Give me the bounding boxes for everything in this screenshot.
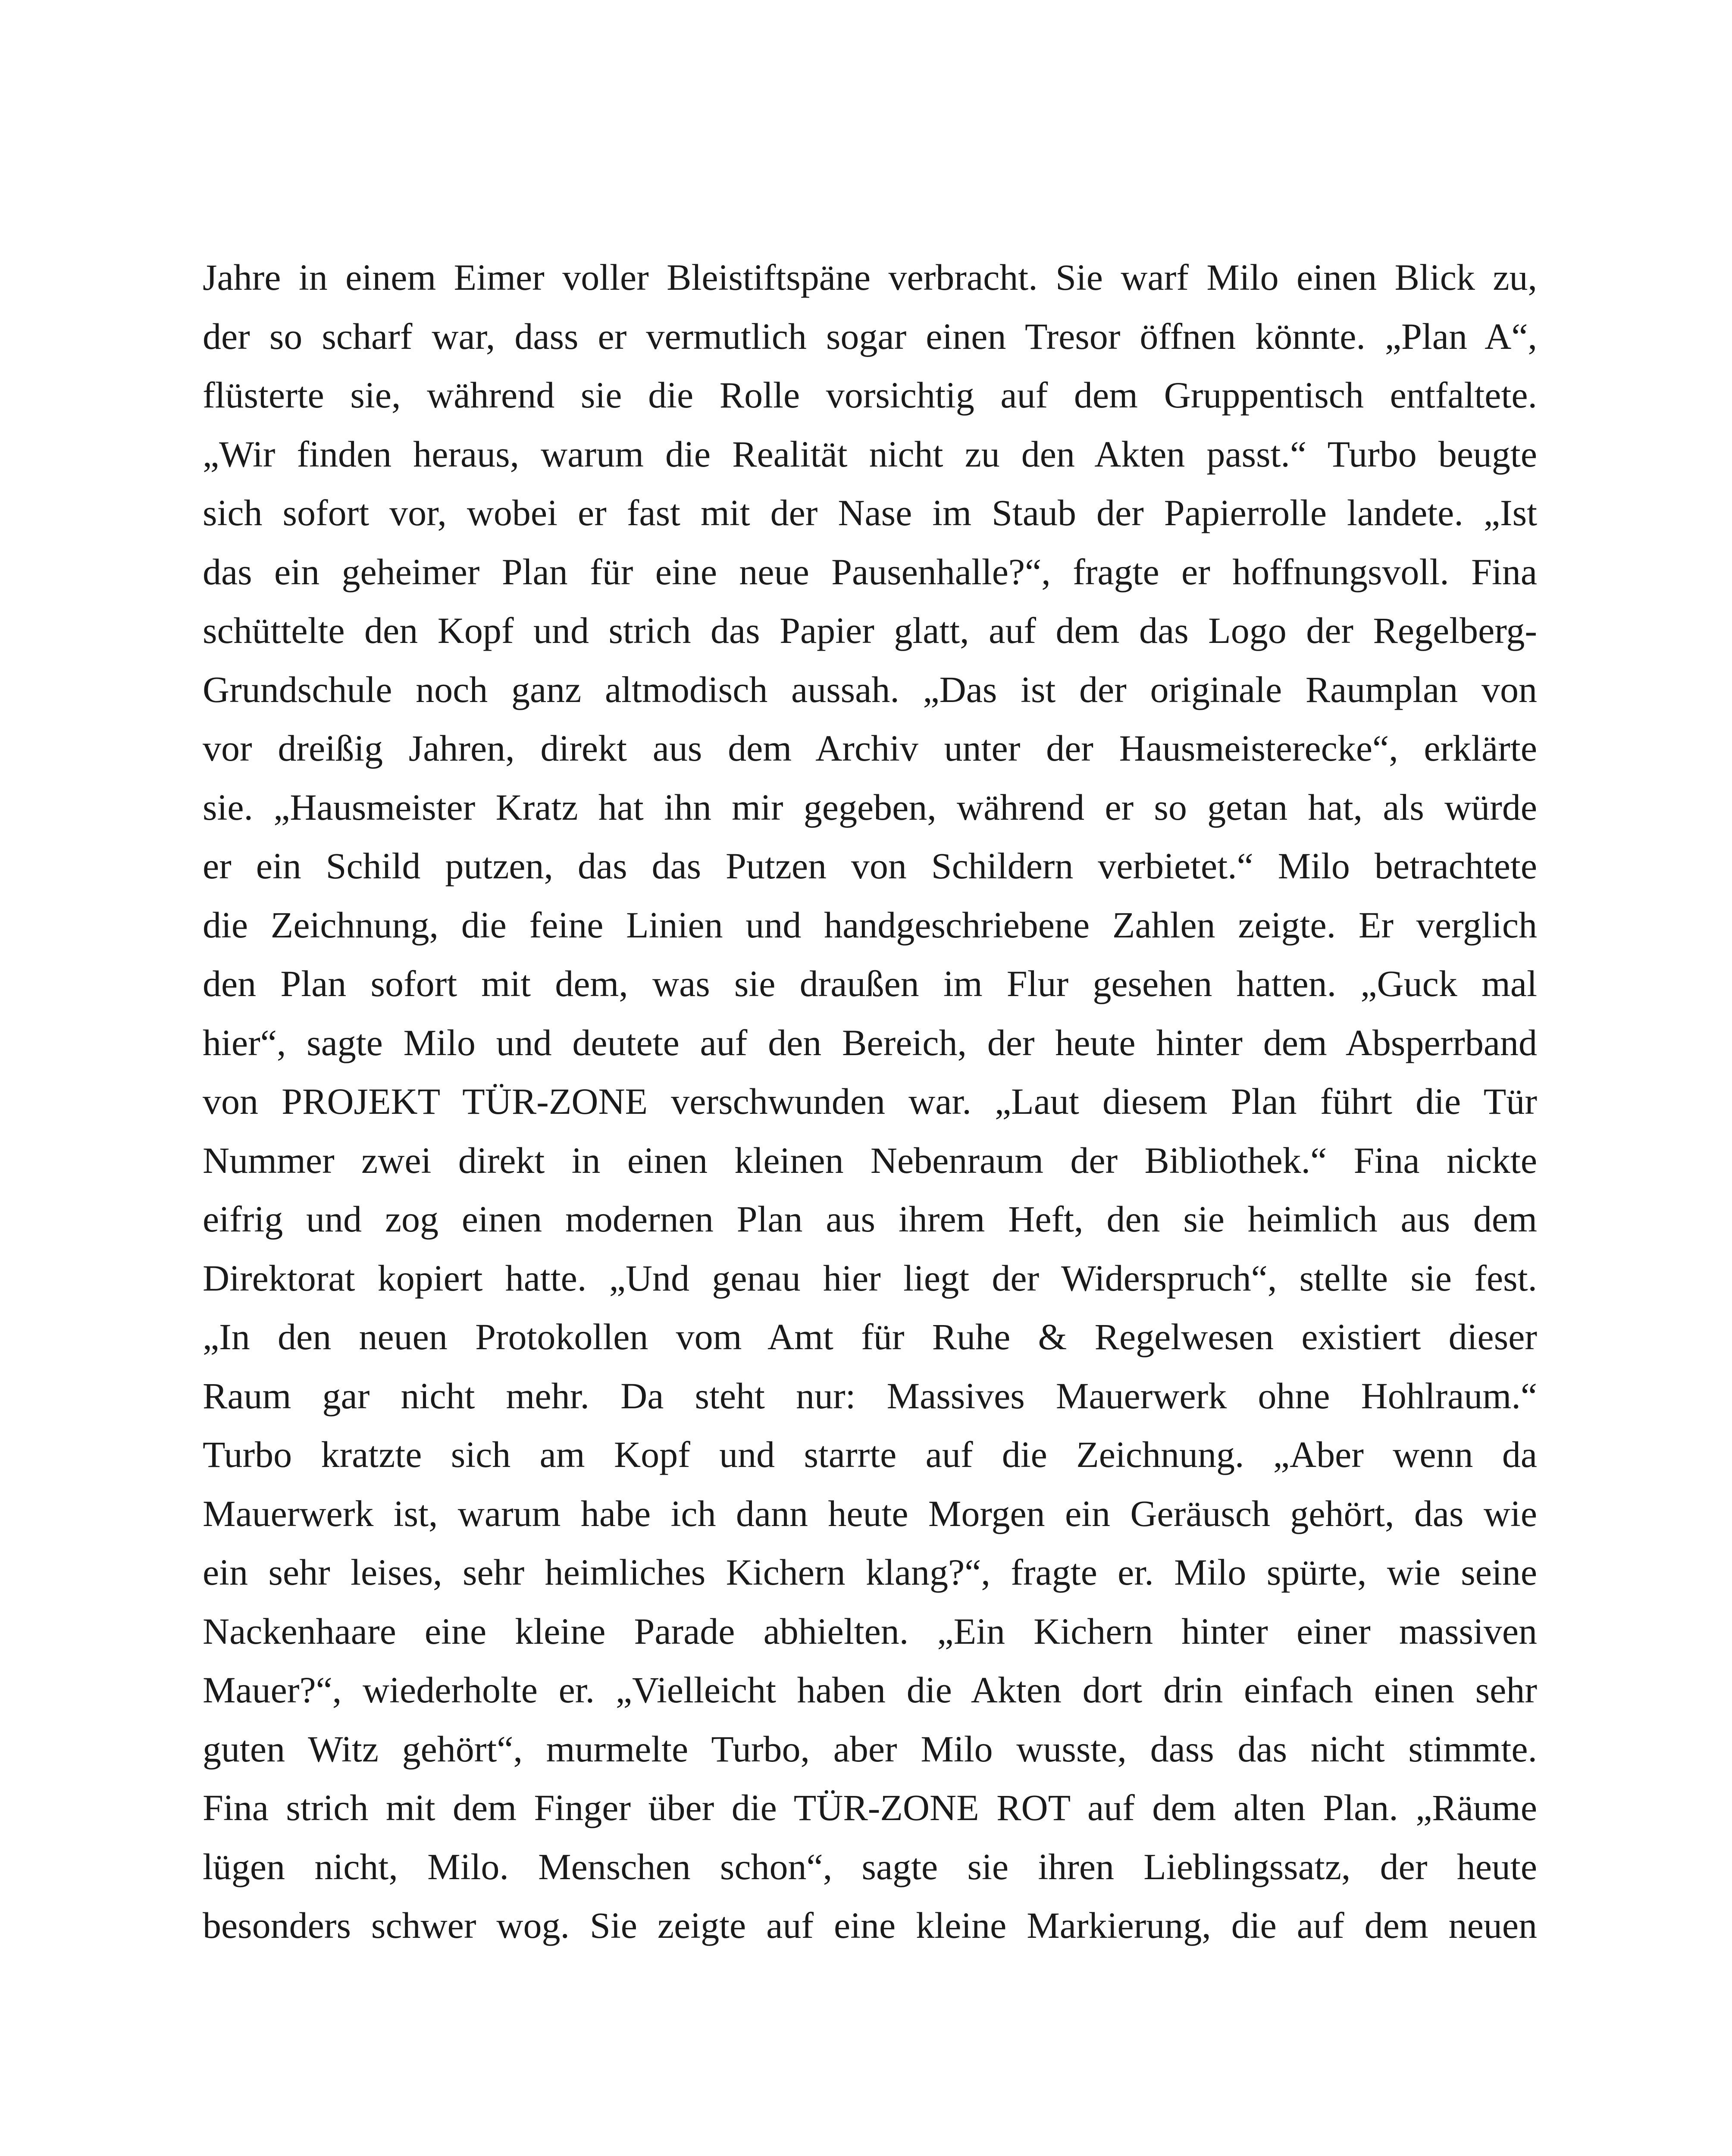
body-text (203, 248, 1537, 1955)
text-line: Grundschule noch ganz altmodisch aussah. „Das ist der originale Raumplan von (203, 668, 1537, 710)
text-line: flüsterte sie, während sie die Rolle vorsichtig auf dem Gruppentisch entfaltete. (203, 374, 1537, 416)
text-line: ein sehr leises, sehr heimliches Kichern klang?“, fragte er. Milo spürte, wie seine (203, 1551, 1537, 1593)
text-line: die Zeichnung, die feine Linien und handgeschriebene Zahlen zeigte. Er verglich (203, 904, 1537, 946)
text-line: das ein geheimer Plan für eine neue Pausenhalle?“, fragte er hoffnungsvoll. Fina (203, 551, 1537, 592)
text-line: Mauer?“, wiederholte er. „Vielleicht haben die Akten dort drin einfach einen sehr (203, 1669, 1537, 1711)
text-line: er ein Schild putzen, das das Putzen von Schildern verbietet.“ Milo betrachtete (203, 845, 1537, 887)
text-line: den Plan sofort mit dem, was sie draußen im Flur gesehen hatten. „Guck mal (203, 963, 1537, 1004)
text-line: schüttelte den Kopf und strich das Papier glatt, auf dem das Logo der Regelberg- (203, 610, 1537, 651)
text-line: „Wir finden heraus, warum die Realität nicht zu den Akten passt.“ Turbo beugte (203, 433, 1537, 475)
text-line: „In den neuen Protokollen vom Amt für Ruhe & Regelwesen existiert dieser (203, 1316, 1537, 1357)
text-line: Jahre in einem Eimer voller Bleistiftspäne verbracht. Sie warf Milo einen Blick zu, (203, 257, 1537, 298)
text-line: sie. „Hausmeister Kratz hat ihn mir gegeben, während er so getan hat, als würde (203, 786, 1537, 828)
text-line: von PROJEKT TÜR-ZONE verschwunden war. „Laut diesem Plan führt die Tür (203, 1081, 1537, 1122)
text-line: vor dreißig Jahren, direkt aus dem Archiv unter der Hausmeisterecke“, erklärte (203, 727, 1537, 769)
text-line: lügen nicht, Milo. Menschen schon“, sagte sie ihren Lieblingssatz, der heute (203, 1846, 1537, 1887)
text-line: Nackenhaare eine kleine Parade abhielten. „Ein Kichern hinter einer massiven (203, 1610, 1537, 1652)
text-line: Raum gar nicht mehr. Da steht nur: Massives Mauerwerk ohne Hohlraum.“ (203, 1375, 1537, 1416)
text-line: Fina strich mit dem Finger über die TÜR-ZONE ROT auf dem alten Plan. „Räume (203, 1787, 1537, 1828)
text-line: guten Witz gehört“, murmelte Turbo, aber Milo wusste, dass das nicht stimmte. (203, 1728, 1537, 1770)
text-line: sich sofort vor, wobei er fast mit der Nase im Staub der Papierrolle landete. „Ist (203, 492, 1537, 533)
text-line: Nummer zwei direkt in einen kleinen Nebenraum der Bibliothek.“ Fina nickte (203, 1139, 1537, 1181)
text-line: besonders schwer wog. Sie zeigte auf eine kleine Markierung, die auf dem neuen (203, 1905, 1537, 1946)
text-line: Mauerwerk ist, warum habe ich dann heute Morgen ein Geräusch gehört, das wie (203, 1492, 1537, 1534)
text-line: eifrig und zog einen modernen Plan aus ihrem Heft, den sie heimlich aus dem (203, 1198, 1537, 1240)
text-line: der so scharf war, dass er vermutlich sogar einen Tresor öffnen könnte. „Plan A“, (203, 315, 1537, 357)
text-line: Turbo kratzte sich am Kopf und starrte auf die Zeichnung. „Aber wenn da (203, 1434, 1537, 1475)
text-line: Direktorat kopiert hatte. „Und genau hier liegt der Widerspruch“, stellte sie fest. (203, 1257, 1537, 1299)
text-line: hier“, sagte Milo und deutete auf den Bereich, der heute hinter dem Absperrband (203, 1022, 1537, 1063)
